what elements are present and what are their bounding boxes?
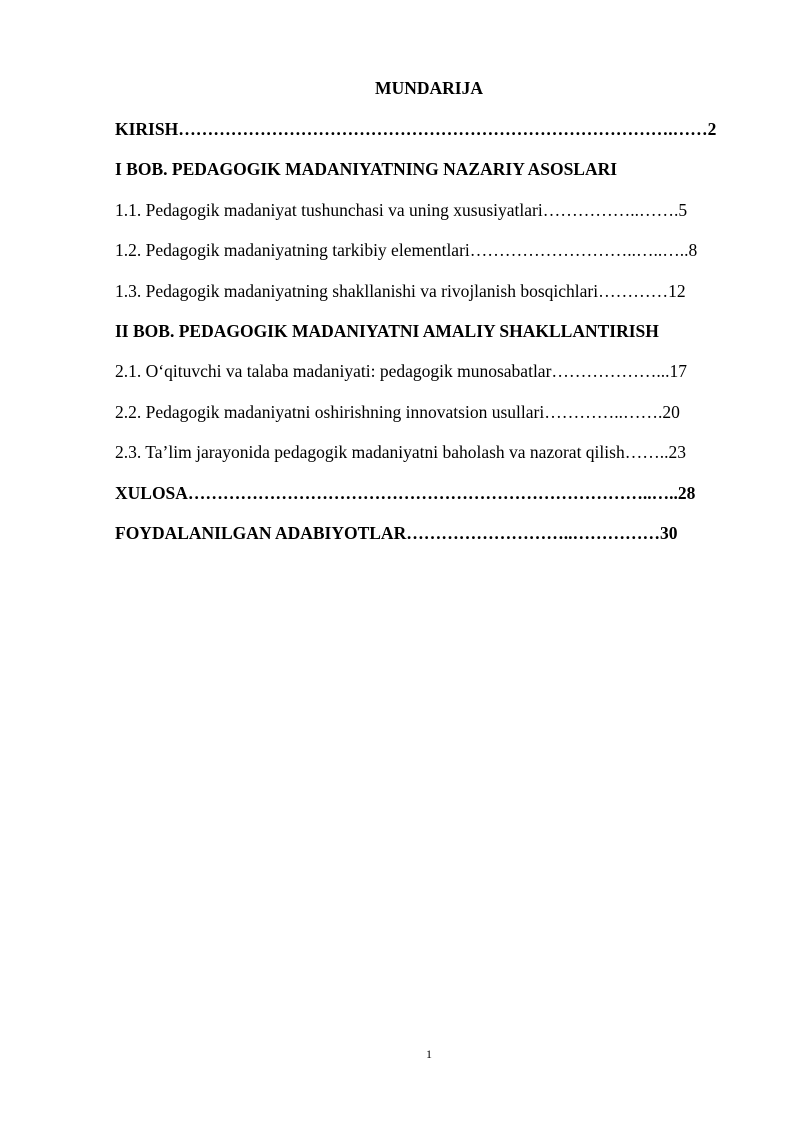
toc-entry-adabiyotlar: FOYDALANILGAN ADABIYOTLAR………………………..……………30 [115, 523, 678, 543]
toc-chapter-2-heading: II BOB. PEDAGOGIK MADANIYATNI AMALIY SHAKLLANTIRISH [115, 321, 659, 341]
toc-entry-1-3: 1.3. Pedagogik madaniyatning shakllanishi va rivojlanish bosqichlari…………12 [115, 281, 686, 301]
toc-entry-1-2: 1.2. Pedagogik madaniyatning tarkibiy elementlari………………………..…..…..8 [115, 240, 698, 260]
toc-entry-kirish: KIRISH………………………………………………………………………….……2 [115, 119, 717, 139]
toc-entry-2-2: 2.2. Pedagogik madaniyatni oshirishning innovatsion usullari…………..…….20 [115, 402, 680, 422]
toc-entry-xulosa: XULOSA……………………………………………………………………..…..28 [115, 483, 696, 503]
page-title: MUNDARIJA [375, 78, 483, 98]
toc-chapter-1-heading: I BOB. PEDAGOGIK MADANIYATNING NAZARIY ASOSLARI [115, 159, 618, 179]
toc-entry-2-3: 2.3. Ta’lim jarayonida pedagogik madaniyatni baholash va nazorat qilish……..23 [115, 442, 686, 462]
toc-entry-1-1: 1.1. Pedagogik madaniyat tushunchasi va uning xususiyatlari……………..…….5 [115, 200, 688, 220]
toc-entry-2-1: 2.1. O‘qituvchi va talaba madaniyati: pedagogik munosabatlar………………...17 [115, 361, 688, 381]
page-number: 1 [426, 1047, 432, 1061]
